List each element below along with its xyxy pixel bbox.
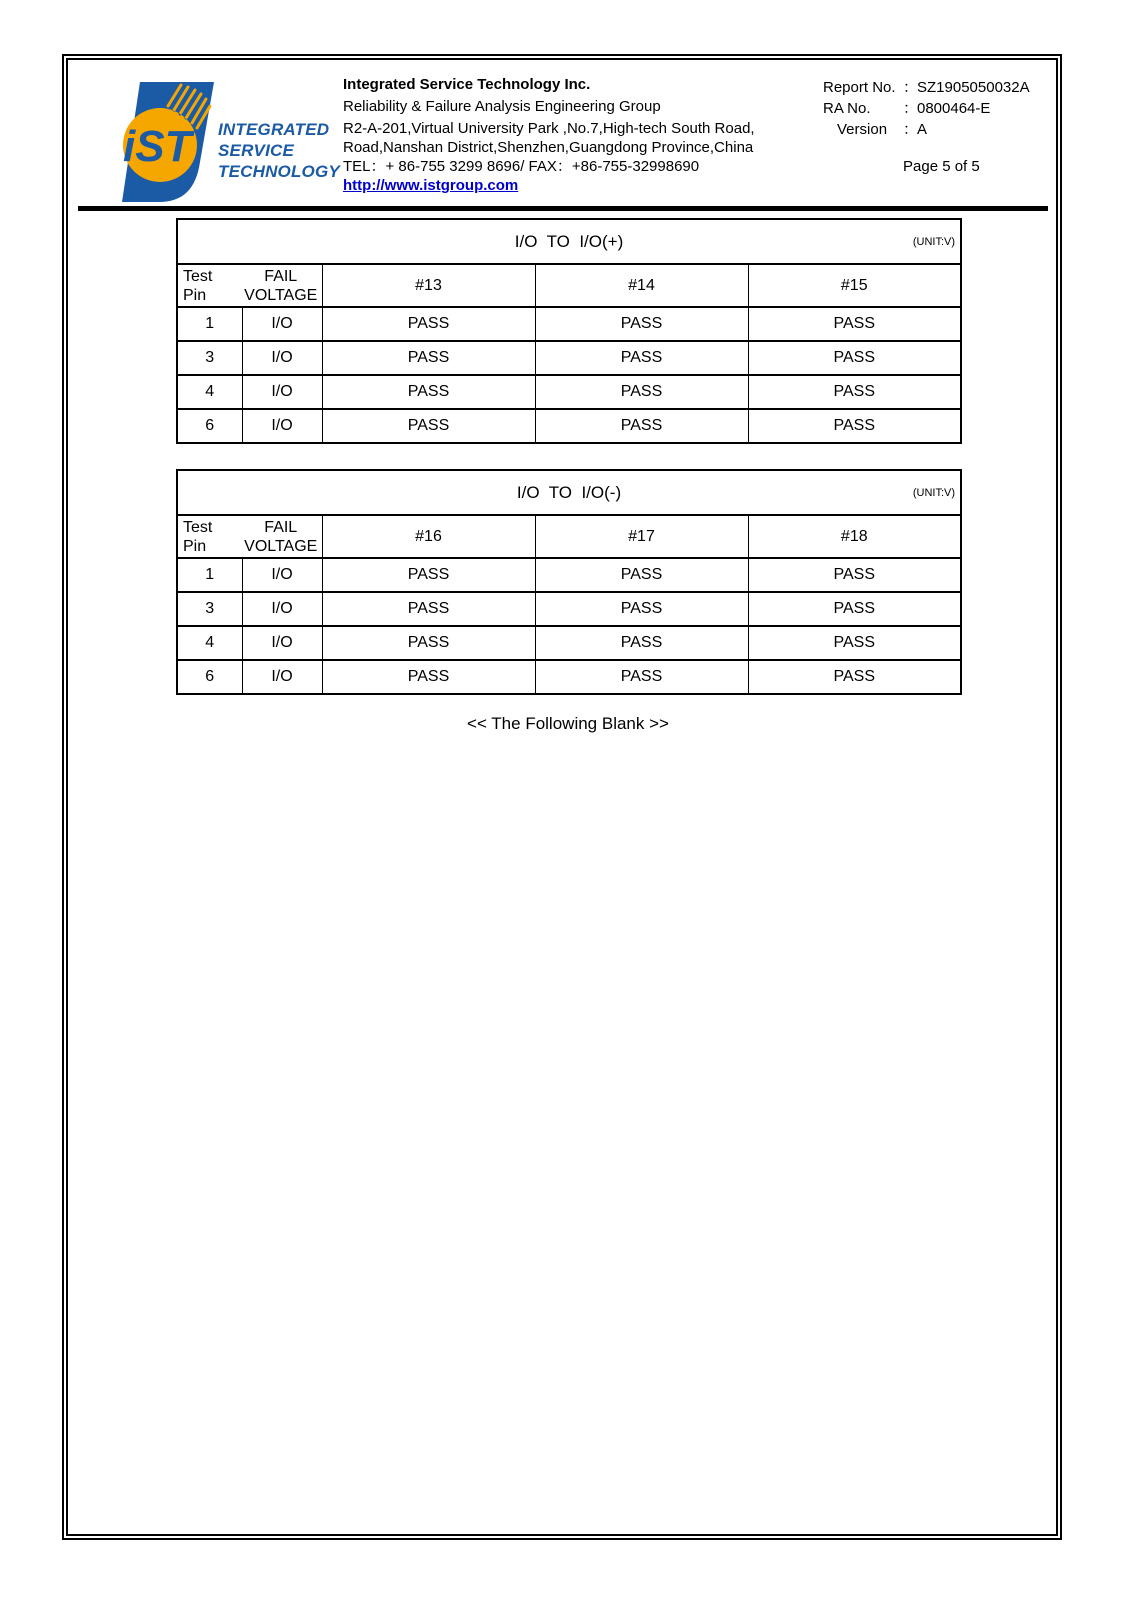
result-cell: PASS: [748, 341, 961, 375]
sample-header: #13: [322, 264, 535, 307]
fail-voltage-header: FAIL: [264, 518, 298, 536]
result-cell: PASS: [322, 409, 535, 443]
fail-voltage-header: VOLTAGE: [244, 286, 318, 304]
report-info-block: [823, 77, 1030, 140]
test-pin-cell: 4: [177, 375, 242, 409]
table-title-row: [177, 470, 961, 515]
pin-fail-header-cell: [177, 264, 322, 307]
following-blank-note: << The Following Blank >>: [467, 714, 669, 733]
fail-voltage-cell: I/O: [242, 592, 322, 626]
ist-logo-graphic: [110, 82, 214, 202]
fail-voltage-header: VOLTAGE: [244, 537, 318, 555]
table-row: [177, 341, 961, 375]
test-pin-cell: 6: [177, 409, 242, 443]
result-cell: PASS: [535, 660, 748, 694]
table-header-row: [177, 264, 961, 307]
result-cell: PASS: [322, 660, 535, 694]
table-row: [177, 626, 961, 660]
result-cell: PASS: [535, 626, 748, 660]
ra-no-label: RA No.: [823, 100, 871, 117]
result-cell: PASS: [535, 558, 748, 592]
page-number: Page 5 of 5: [903, 158, 980, 175]
result-cell: PASS: [535, 307, 748, 341]
result-cell: PASS: [748, 660, 961, 694]
report-no-label: Report No.: [823, 79, 896, 96]
sample-header: #18: [748, 515, 961, 558]
company-website-link[interactable]: http://www.istgroup.com: [343, 177, 519, 194]
result-cell: PASS: [322, 558, 535, 592]
report-no-separator: ：: [903, 79, 919, 96]
test-pin-cell: 4: [177, 626, 242, 660]
pin-fail-header-cell: [177, 515, 322, 558]
table-row: [177, 375, 961, 409]
table-unit-label: (UNIT:V): [912, 235, 956, 248]
version-value: A: [917, 121, 928, 138]
wordmark-line: SERVICE: [218, 141, 295, 160]
report-no-value: SZ1905050032A: [917, 79, 1030, 96]
fail-voltage-cell: I/O: [242, 409, 322, 443]
result-cell: PASS: [535, 375, 748, 409]
result-cell: PASS: [748, 558, 961, 592]
result-cell: PASS: [535, 341, 748, 375]
result-cell: PASS: [322, 307, 535, 341]
table-unit-label: (UNIT:V): [912, 486, 956, 499]
fail-voltage-cell: I/O: [242, 307, 322, 341]
test-pin-cell: 6: [177, 660, 242, 694]
result-cell: PASS: [748, 307, 961, 341]
table-title: I/O TO I/O(-): [516, 482, 622, 502]
company-name: Integrated Service Technology Inc.: [343, 76, 591, 93]
ist-wordmark: [218, 119, 340, 182]
fail-voltage-cell: I/O: [242, 341, 322, 375]
result-cell: PASS: [748, 626, 961, 660]
result-cell: PASS: [322, 341, 535, 375]
fail-voltage-cell: I/O: [242, 660, 322, 694]
fail-voltage-cell: I/O: [242, 375, 322, 409]
result-cell: PASS: [535, 409, 748, 443]
test-pin-cell: 3: [177, 341, 242, 375]
table-row: [177, 558, 961, 592]
table-row: [177, 592, 961, 626]
ist-logo-icon: [110, 82, 214, 202]
company-tel-fax: TEL：+ 86-755 3299 8696/ FAX：+86-755-32998690: [343, 158, 700, 175]
sample-header: #15: [748, 264, 961, 307]
test-pin-header: Pin: [183, 537, 207, 555]
company-group: Reliability & Failure Analysis Engineering Group: [343, 98, 661, 115]
table-row: [177, 660, 961, 694]
table-row: [177, 307, 961, 341]
result-cell: PASS: [535, 592, 748, 626]
version-separator: ：: [903, 121, 919, 138]
table-title: I/O TO I/O(+): [514, 231, 624, 251]
sample-header: #16: [322, 515, 535, 558]
result-cell: PASS: [748, 409, 961, 443]
wordmark-line: TECHNOLOGY: [218, 162, 340, 181]
test-pin-header: Test: [183, 518, 213, 536]
table-title-row: [177, 219, 961, 264]
test-pin-cell: 1: [177, 558, 242, 592]
io-to-io-plus-table: [176, 218, 962, 444]
sample-header: #14: [535, 264, 748, 307]
result-cell: PASS: [748, 375, 961, 409]
test-pin-header: Test: [183, 267, 213, 285]
sample-header: #17: [535, 515, 748, 558]
header-divider-rule: [78, 206, 1048, 211]
table-title-cell: [177, 470, 961, 515]
io-to-io-minus-table: [176, 469, 962, 695]
ra-no-separator: ：: [903, 100, 919, 117]
result-cell: PASS: [748, 592, 961, 626]
test-pin-cell: 3: [177, 592, 242, 626]
test-pin-cell: 1: [177, 307, 242, 341]
table-title-cell: [177, 219, 961, 264]
company-address-line-1: R2-A-201,Virtual University Park ,No.7,High-tech South Road,: [343, 120, 755, 137]
result-cell: PASS: [322, 375, 535, 409]
result-cell: PASS: [322, 592, 535, 626]
ra-no-value: 0800464-E: [917, 100, 991, 117]
company-address-line-2: Road,Nanshan District,Shenzhen,Guangdong Province,China: [343, 139, 754, 156]
company-info-block: [343, 77, 755, 194]
ist-monogram: iST: [123, 122, 192, 171]
result-cell: PASS: [322, 626, 535, 660]
table-header-row: [177, 515, 961, 558]
wordmark-line: INTEGRATED: [218, 120, 330, 139]
test-pin-header: Pin: [183, 286, 207, 304]
fail-voltage-header: FAIL: [264, 267, 298, 285]
table-row: [177, 409, 961, 443]
version-label: Version: [837, 121, 888, 138]
fail-voltage-cell: I/O: [242, 558, 322, 592]
fail-voltage-cell: I/O: [242, 626, 322, 660]
